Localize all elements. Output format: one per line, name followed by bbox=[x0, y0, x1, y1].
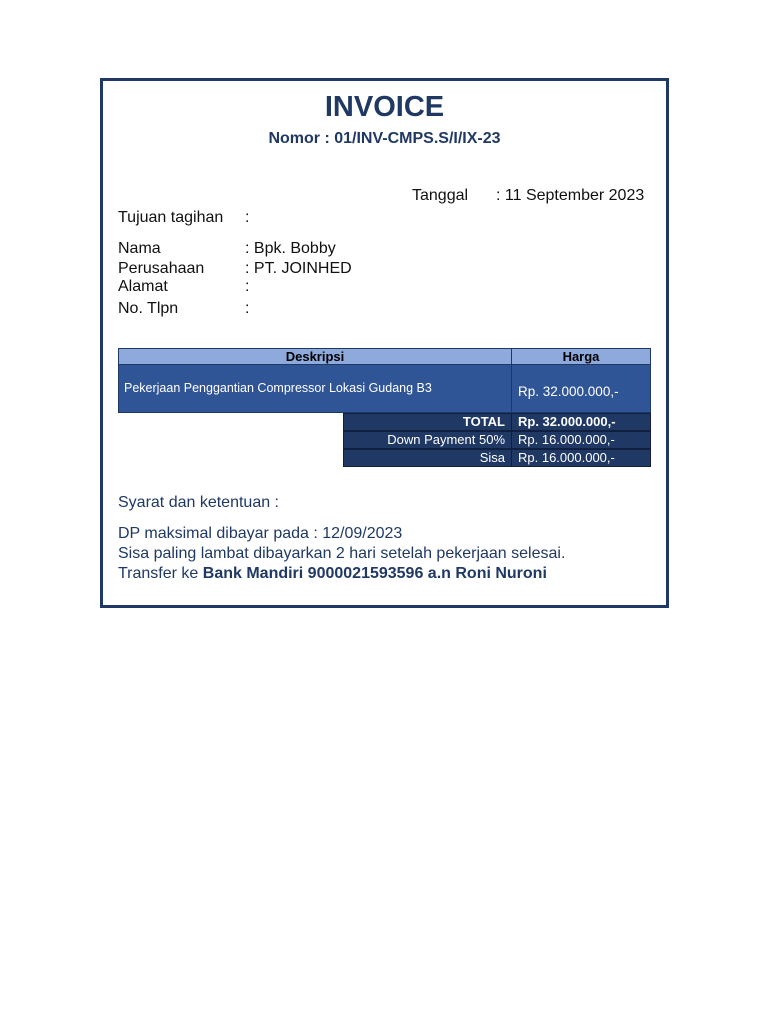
invoice-title: INVOICE bbox=[324, 91, 445, 123]
row-description: Pekerjaan Penggantian Compressor Lokasi Gudang B3 bbox=[124, 381, 432, 395]
terms-line-transfer bbox=[118, 565, 547, 583]
company-label: Perusahaan bbox=[118, 260, 205, 277]
down-payment-label: Down Payment 50% bbox=[343, 431, 512, 449]
down-payment-value: Rp. 16.000.000,- bbox=[511, 431, 651, 449]
date-label: Tanggal bbox=[412, 187, 469, 204]
invoice-document bbox=[100, 78, 669, 608]
table-row bbox=[118, 364, 512, 413]
remaining-label: Sisa bbox=[343, 449, 512, 467]
bank-account: Bank Mandiri 9000021593596 a.n Roni Nuroni bbox=[202, 565, 547, 582]
address-label: Alamat bbox=[118, 278, 168, 295]
company-value: : PT. JOINHED bbox=[245, 260, 352, 277]
invoice-number: Nomor : 01/INV-CMPS.S/I/IX-23 bbox=[268, 130, 501, 147]
terms-line-remaining: Sisa paling lambat dibayarkan 2 hari setelah pekerjaan selesai. bbox=[118, 545, 566, 562]
table-row-price-cell bbox=[511, 364, 651, 413]
date-value: : 11 September 2023 bbox=[496, 187, 645, 204]
phone-value: : bbox=[245, 300, 250, 317]
billing-to-label: Tujuan tagihan bbox=[118, 209, 224, 226]
terms-heading: Syarat dan ketentuan : bbox=[118, 494, 279, 511]
phone-label: No. Tlpn bbox=[118, 300, 179, 317]
table-header-price: Harga bbox=[511, 348, 651, 365]
total-label: TOTAL bbox=[343, 413, 512, 431]
transfer-prefix: Transfer ke bbox=[118, 565, 203, 582]
name-label: Nama bbox=[118, 240, 161, 257]
table-header-description: Deskripsi bbox=[118, 348, 512, 365]
row-price: Rp. 32.000.000,- bbox=[518, 384, 619, 399]
name-value: : Bpk. Bobby bbox=[245, 240, 336, 257]
address-value: : bbox=[245, 278, 250, 295]
total-value: Rp. 32.000.000,- bbox=[511, 413, 651, 431]
terms-line-dp: DP maksimal dibayar pada : 12/09/2023 bbox=[118, 525, 403, 542]
billing-to-value: : bbox=[245, 209, 250, 226]
remaining-value: Rp. 16.000.000,- bbox=[511, 449, 651, 467]
